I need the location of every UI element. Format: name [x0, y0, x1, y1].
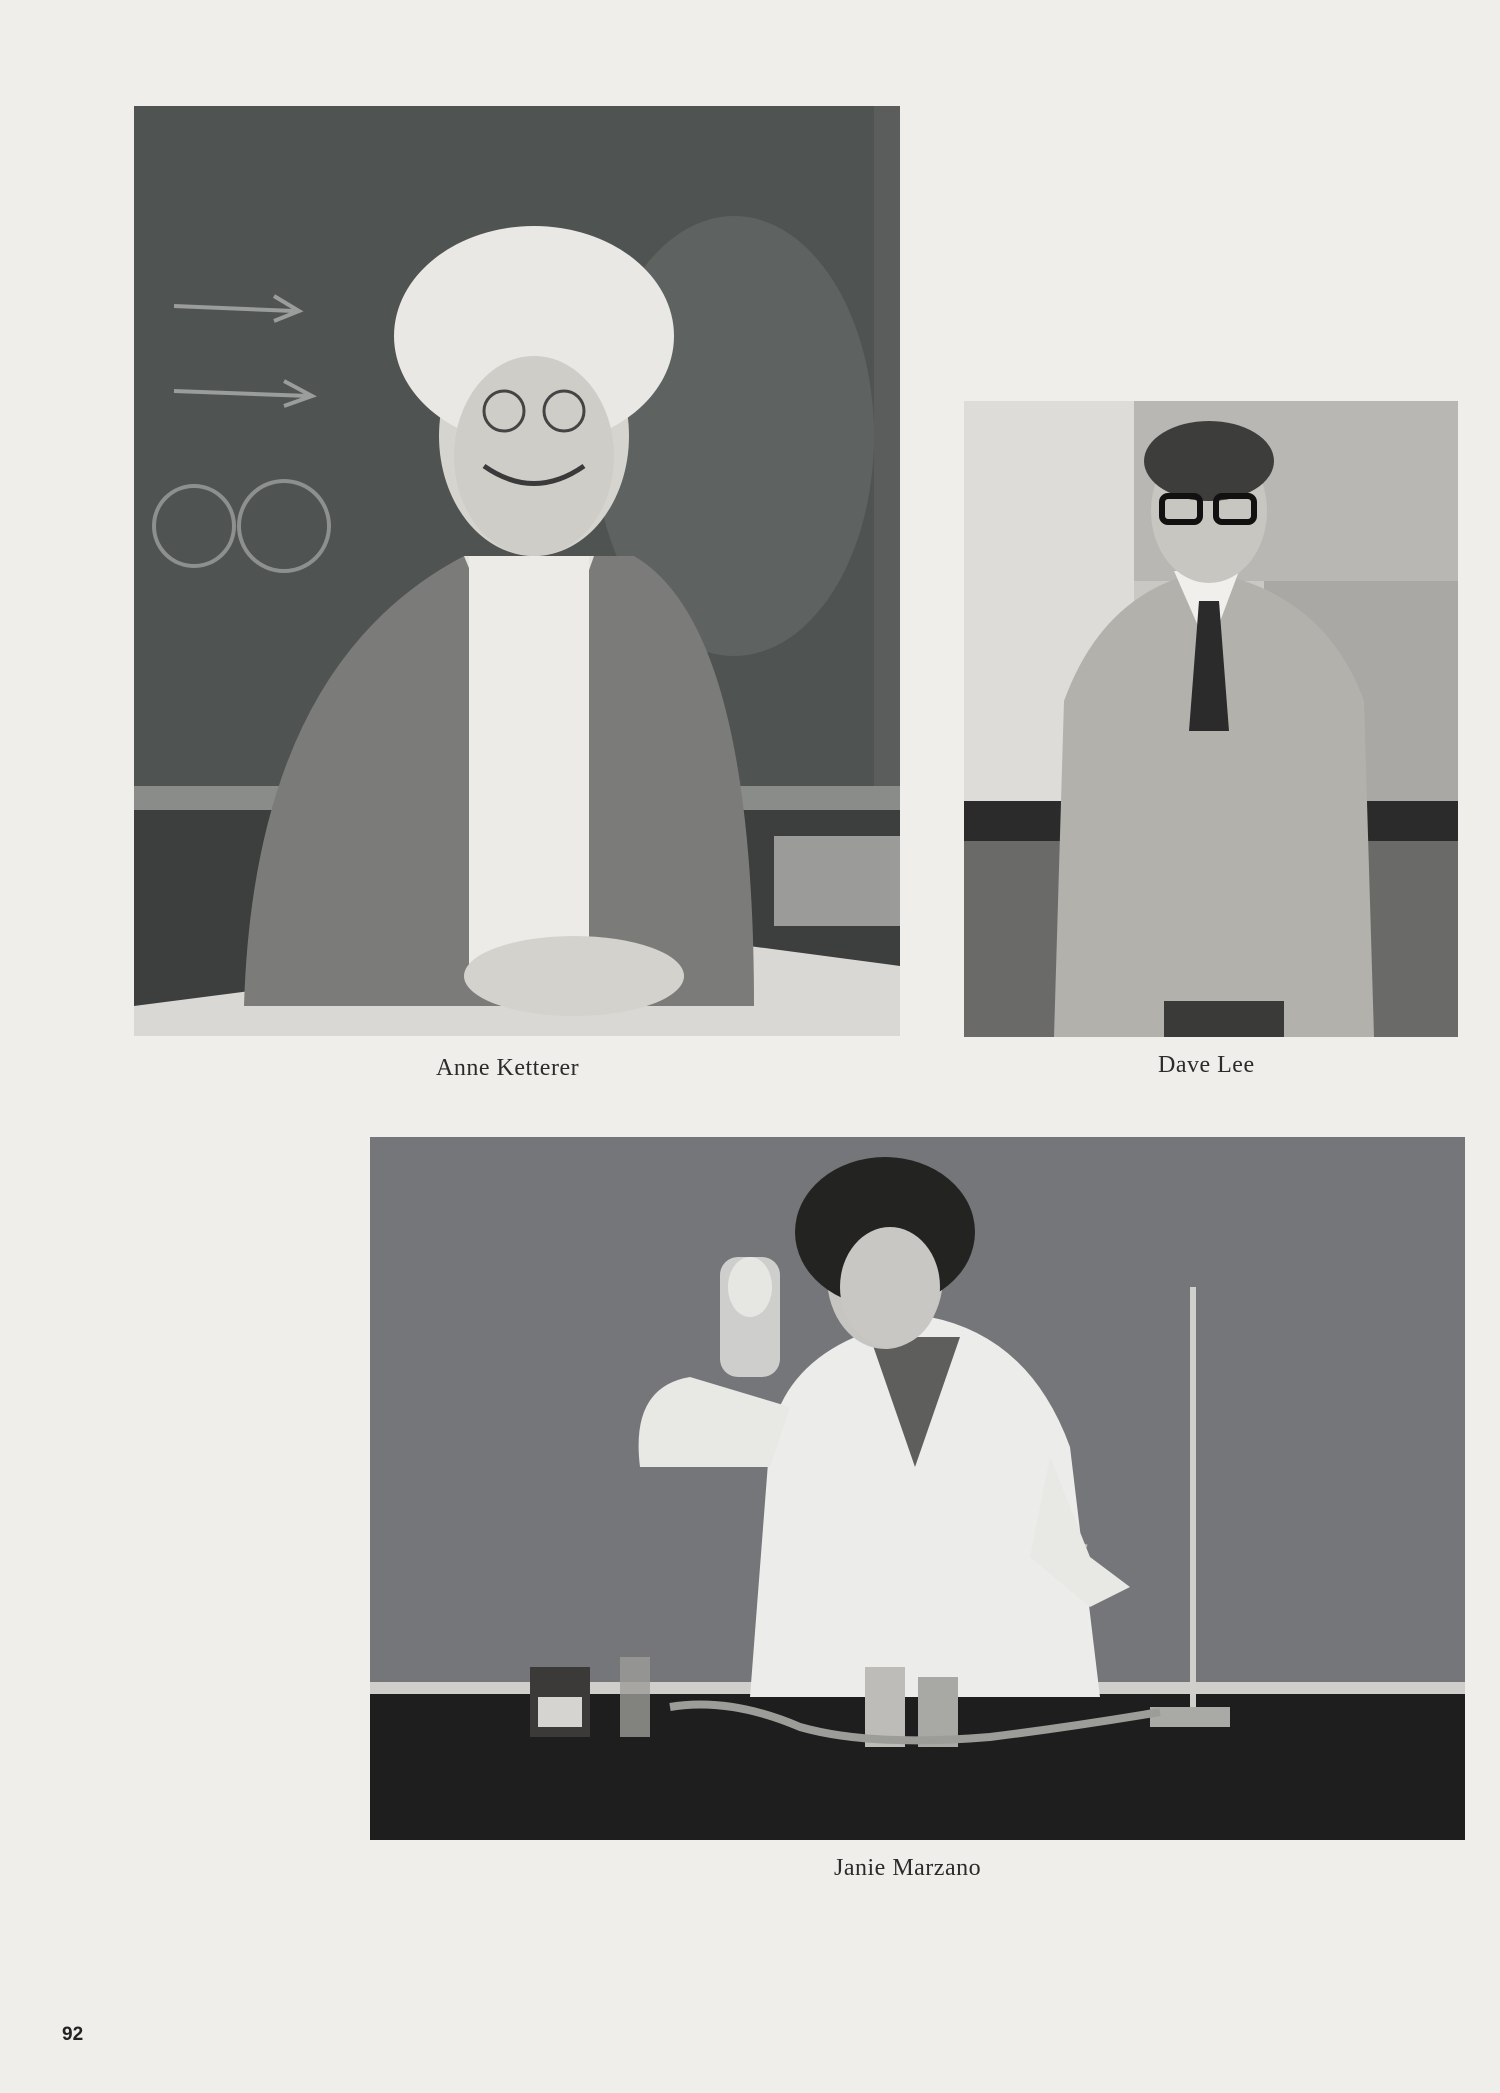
- portrait-image: [134, 106, 900, 1036]
- portrait-image: [964, 401, 1458, 1037]
- caption-dave-lee: Dave Lee: [1158, 1052, 1255, 1078]
- caption-janie-marzano: Janie Marzano: [834, 1855, 982, 1881]
- photo-janie-marzano: [370, 1137, 1465, 1840]
- page-number: 92: [62, 2024, 84, 2045]
- photo-anne-ketterer: [134, 106, 900, 1036]
- photo-dave-lee: [964, 401, 1458, 1037]
- caption-anne-ketterer: Anne Ketterer: [436, 1055, 580, 1081]
- portrait-image: [370, 1137, 1465, 1840]
